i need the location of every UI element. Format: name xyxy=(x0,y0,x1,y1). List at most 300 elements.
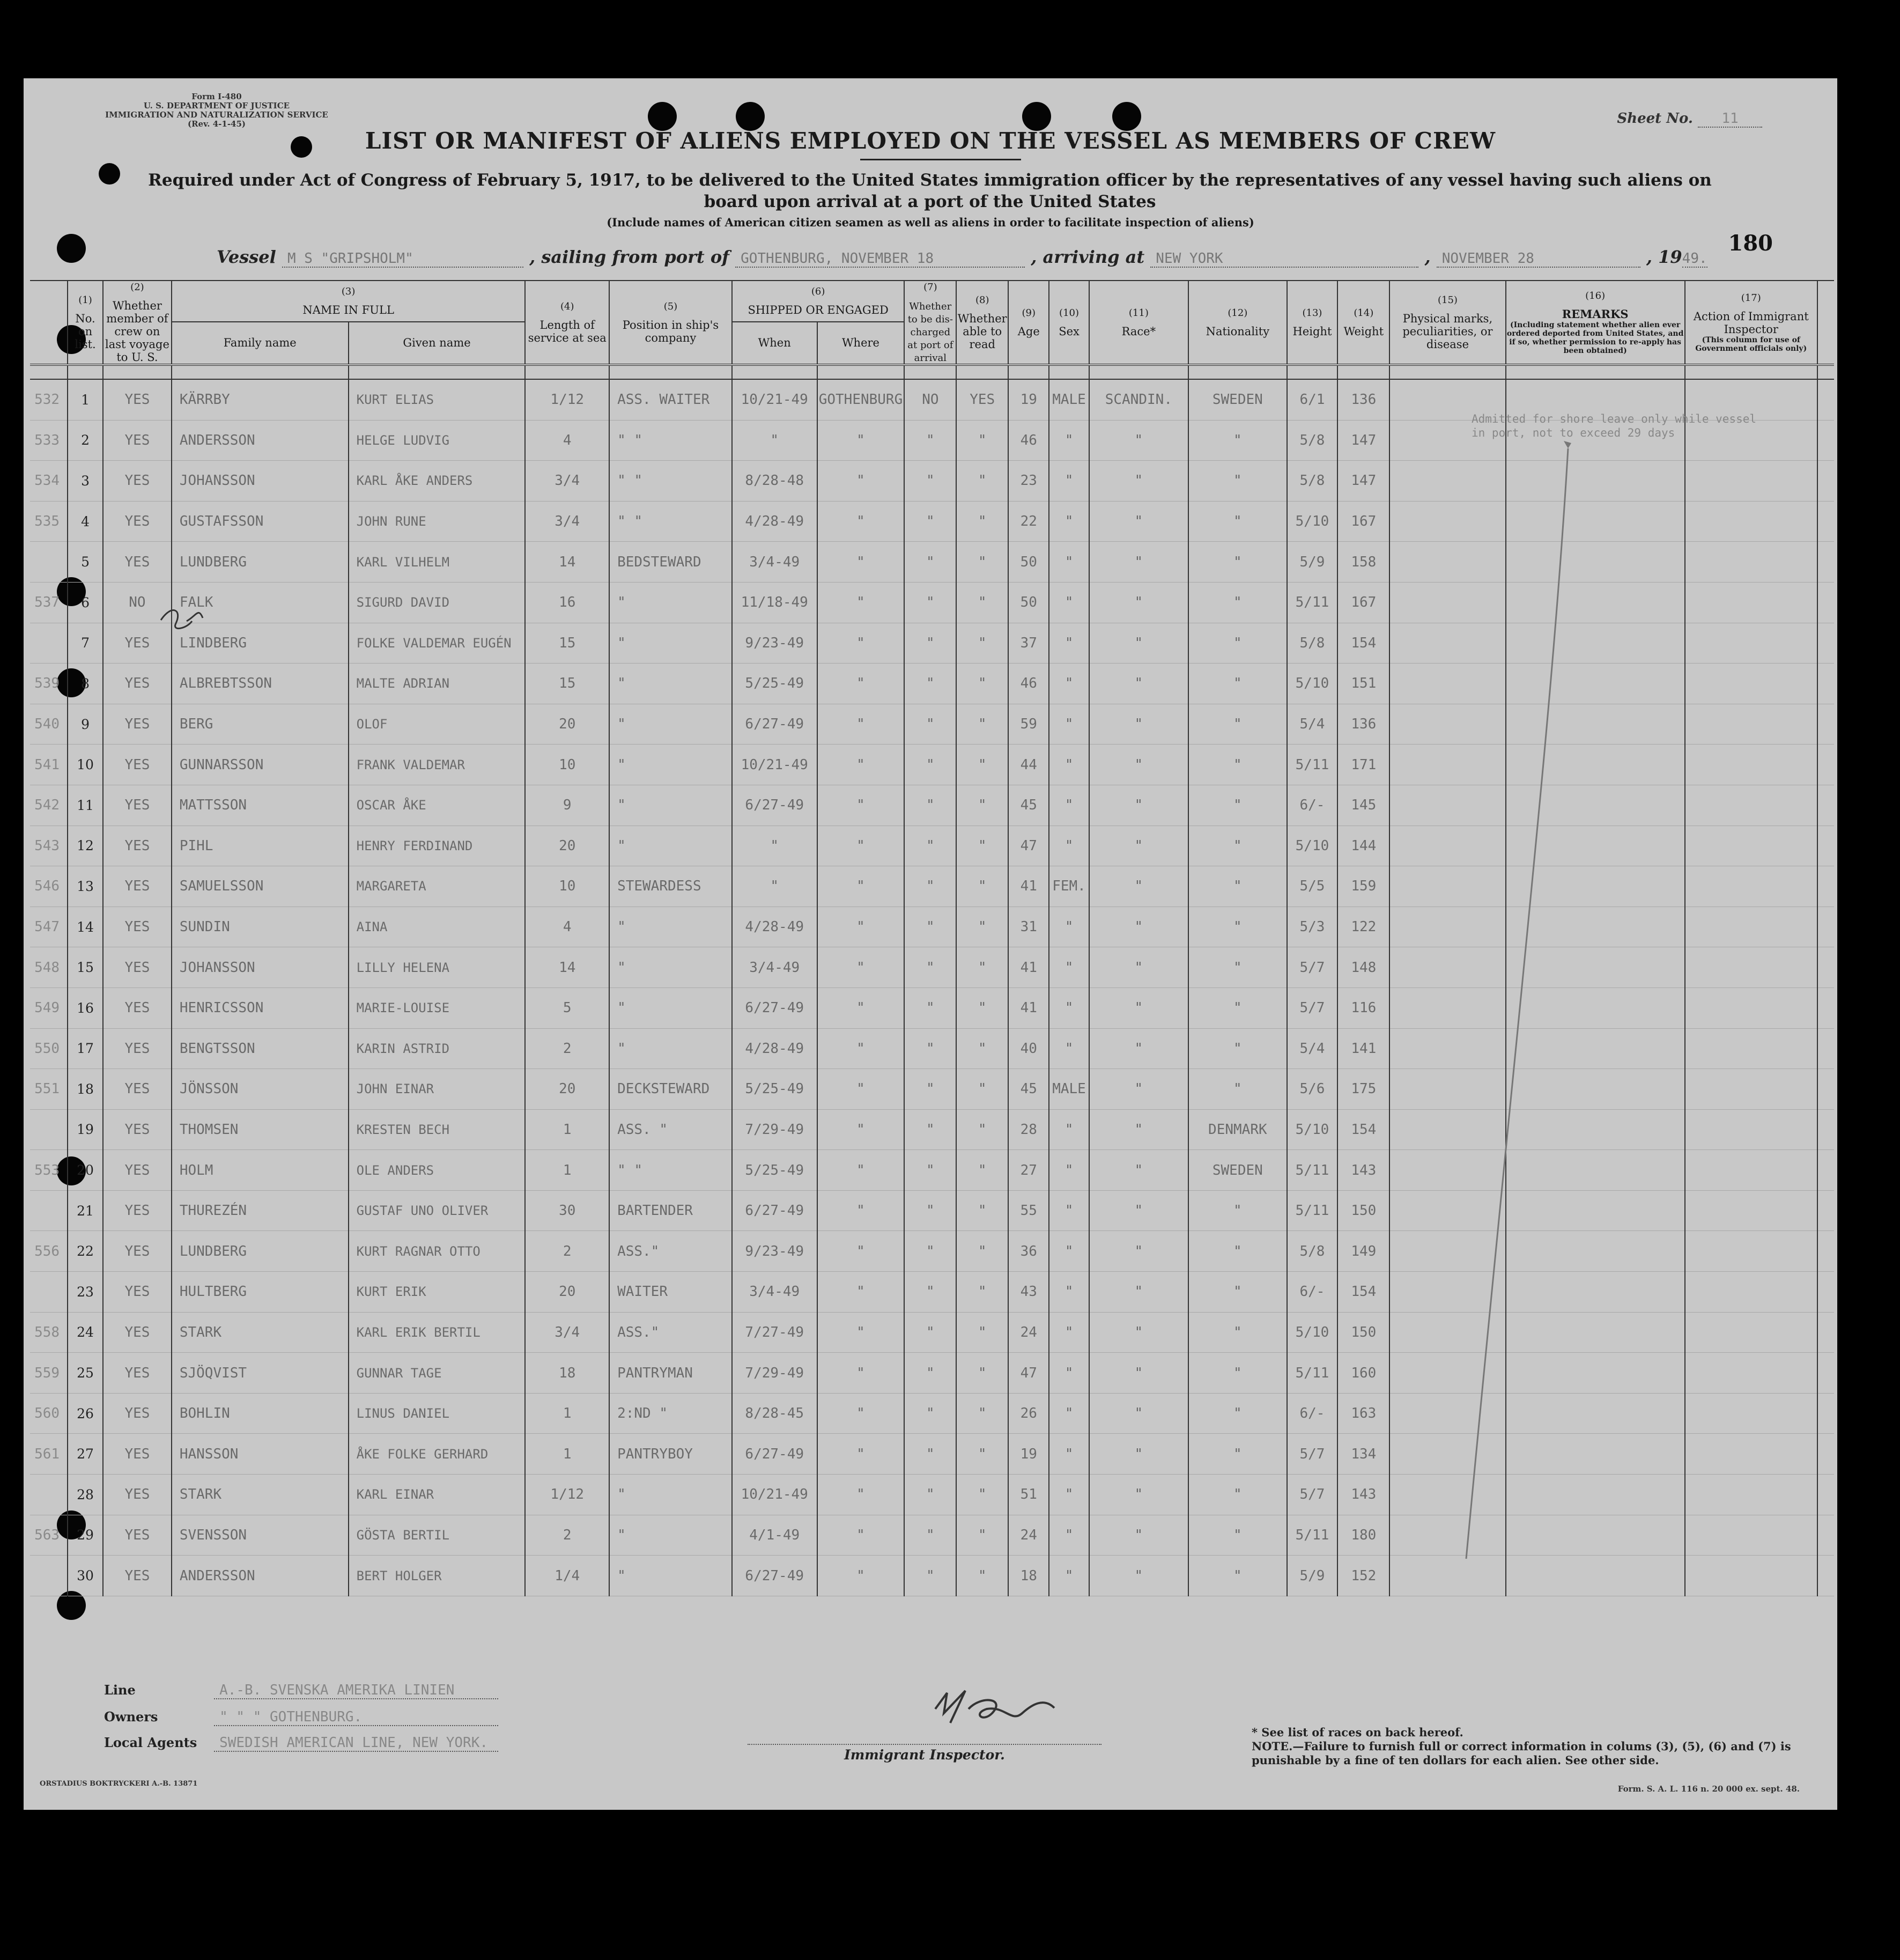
length-of-service-cell: 1 xyxy=(525,1434,609,1475)
row-number-cell: 2 xyxy=(68,420,103,461)
family-name-cell: LINDBERG xyxy=(172,623,349,664)
given-name-cell: GUSTAF UNO OLIVER xyxy=(349,1190,526,1231)
crew-last-voyage-cell: YES xyxy=(103,1190,172,1231)
discharged-cell: " xyxy=(904,1434,956,1475)
weight-cell: 116 xyxy=(1337,988,1389,1028)
remarks-note: Admitted for shore leave only while vessel in port, not to exceed 29 days xyxy=(1472,412,1757,439)
sex-cell: " xyxy=(1049,1556,1089,1596)
sex-cell: FEM. xyxy=(1049,866,1089,907)
weight-cell: 159 xyxy=(1337,866,1389,907)
able-to-read-cell: " xyxy=(956,1150,1008,1191)
punch-hole xyxy=(99,163,120,185)
table-row xyxy=(30,1434,1834,1475)
sex-cell: " xyxy=(1049,420,1089,461)
punch-hole xyxy=(736,102,765,131)
inspector-action-cell xyxy=(1685,582,1817,623)
row-margin-number-cell xyxy=(30,623,68,664)
shipped-when-cell: 3/4-49 xyxy=(732,947,817,988)
weight-cell: 152 xyxy=(1337,1556,1389,1596)
row-number-cell: 23 xyxy=(68,1272,103,1313)
col-marks-header: (15) Physical marks, peculiarities, or disease xyxy=(1389,281,1505,365)
nationality-cell: " xyxy=(1188,461,1287,502)
height-cell: 5/8 xyxy=(1287,1231,1338,1272)
agents-field xyxy=(104,1735,498,1752)
family-name-cell: FALK xyxy=(172,582,349,623)
family-name-cell: PIHL xyxy=(172,826,349,866)
height-cell: 5/10 xyxy=(1287,501,1338,542)
height-cell: 5/8 xyxy=(1287,623,1338,664)
col-nationality-header: (12) Nationality xyxy=(1188,281,1287,365)
crew-last-voyage-cell: NO xyxy=(103,582,172,623)
weight-cell: 167 xyxy=(1337,582,1389,623)
weight-cell: 147 xyxy=(1337,420,1389,461)
given-name-cell: AINA xyxy=(349,907,526,947)
shipped-when-cell: 5/25-49 xyxy=(732,1069,817,1110)
able-to-read-cell: " xyxy=(956,907,1008,947)
discharged-cell: " xyxy=(904,1353,956,1394)
remarks-cell xyxy=(1506,1272,1685,1313)
family-name-cell: MATTSSON xyxy=(172,785,349,826)
length-of-service-cell: 14 xyxy=(525,542,609,583)
weight-cell: 147 xyxy=(1337,461,1389,502)
physical-marks-cell xyxy=(1389,1069,1505,1110)
height-cell: 5/11 xyxy=(1287,582,1338,623)
sex-cell: " xyxy=(1049,623,1089,664)
position-cell: " xyxy=(609,664,732,704)
family-name-cell: SUNDIN xyxy=(172,907,349,947)
nationality-cell: " xyxy=(1188,1353,1287,1394)
remarks-cell xyxy=(1506,947,1685,988)
col-where-header: Where xyxy=(817,322,905,365)
row-number-cell: 9 xyxy=(68,704,103,745)
physical-marks-cell xyxy=(1389,745,1505,785)
race-cell: " xyxy=(1089,1475,1189,1515)
table-row xyxy=(30,542,1834,583)
position-cell: STEWARDESS xyxy=(609,866,732,907)
physical-marks-cell xyxy=(1389,947,1505,988)
age-cell: 47 xyxy=(1008,826,1049,866)
age-cell: 41 xyxy=(1008,947,1049,988)
discharged-cell: " xyxy=(904,947,956,988)
row-margin-number-cell: 539 xyxy=(30,664,68,704)
nationality-cell: " xyxy=(1188,988,1287,1028)
row-number-cell: 27 xyxy=(68,1434,103,1475)
able-to-read-cell: " xyxy=(956,542,1008,583)
age-cell: 50 xyxy=(1008,582,1049,623)
family-name-cell: JÖNSSON xyxy=(172,1069,349,1110)
height-cell: 5/5 xyxy=(1287,866,1338,907)
given-name-cell: FRANK VALDEMAR xyxy=(349,745,526,785)
physical-marks-cell xyxy=(1389,1190,1505,1231)
row-margin-number-cell xyxy=(30,1109,68,1150)
weight-cell: 134 xyxy=(1337,1434,1389,1475)
shipped-where-cell: " xyxy=(817,785,905,826)
length-of-service-cell: 15 xyxy=(525,664,609,704)
discharged-cell: " xyxy=(904,1069,956,1110)
length-of-service-cell: 30 xyxy=(525,1190,609,1231)
discharged-cell: " xyxy=(904,1231,956,1272)
remarks-cell xyxy=(1506,826,1685,866)
age-cell: 59 xyxy=(1008,704,1049,745)
row-number-cell: 17 xyxy=(68,1028,103,1069)
row-number-cell: 5 xyxy=(68,542,103,583)
age-cell: 46 xyxy=(1008,420,1049,461)
crew-last-voyage-cell: YES xyxy=(103,623,172,664)
row-number-cell: 25 xyxy=(68,1353,103,1394)
age-cell: 55 xyxy=(1008,1190,1049,1231)
row-margin-number-cell: 534 xyxy=(30,461,68,502)
remarks-cell xyxy=(1506,1109,1685,1150)
row-number-cell: 8 xyxy=(68,664,103,704)
position-cell: " xyxy=(609,1556,732,1596)
able-to-read-cell: " xyxy=(956,826,1008,866)
remarks-cell xyxy=(1506,461,1685,502)
length-of-service-cell: 10 xyxy=(525,745,609,785)
shipped-where-cell: " xyxy=(817,1150,905,1191)
nationality-cell: " xyxy=(1188,582,1287,623)
position-cell: PANTRYMAN xyxy=(609,1353,732,1394)
able-to-read-cell: " xyxy=(956,1353,1008,1394)
race-cell: " xyxy=(1089,1393,1189,1434)
table-row xyxy=(30,1393,1834,1434)
shipped-where-cell: " xyxy=(817,664,905,704)
sex-cell: " xyxy=(1049,1028,1089,1069)
position-cell: " xyxy=(609,1028,732,1069)
position-cell: BARTENDER xyxy=(609,1190,732,1231)
discharged-cell: " xyxy=(904,1272,956,1313)
weight-cell: 149 xyxy=(1337,1231,1389,1272)
title-underline xyxy=(860,159,1021,160)
discharged-cell: " xyxy=(904,907,956,947)
weight-cell: 141 xyxy=(1337,1028,1389,1069)
length-of-service-cell: 1/4 xyxy=(525,1556,609,1596)
length-of-service-cell: 5 xyxy=(525,988,609,1028)
given-name-cell: JOHN RUNE xyxy=(349,501,526,542)
printer-mark-right: Form. S. A. L. 116 n. 20 000 ex. sept. 48. xyxy=(1617,1784,1800,1794)
shipped-when-cell: 7/27-49 xyxy=(732,1312,817,1353)
given-name-cell: KARL VILHELM xyxy=(349,542,526,583)
shipped-when-cell: 4/28-49 xyxy=(732,907,817,947)
height-cell: 5/4 xyxy=(1287,704,1338,745)
remarks-cell xyxy=(1506,1190,1685,1231)
given-name-cell: LINUS DANIEL xyxy=(349,1393,526,1434)
form-revision: (Rev. 4-1-45) xyxy=(187,119,246,129)
row-margin-number-cell xyxy=(30,542,68,583)
discharged-cell: " xyxy=(904,664,956,704)
inspector-action-cell xyxy=(1685,745,1817,785)
remarks-cell xyxy=(1506,1028,1685,1069)
family-name-cell: SVENSSON xyxy=(172,1515,349,1556)
inspector-action-cell xyxy=(1685,1109,1817,1150)
family-name-cell: JOHANSSON xyxy=(172,947,349,988)
physical-marks-cell xyxy=(1389,826,1505,866)
vessel-label: Vessel xyxy=(217,247,276,267)
shipped-where-cell: " xyxy=(817,745,905,785)
col-remarks-header: (16) REMARKS (Including statement whether alien ever ordered deported from United States, and if so, whether permission to re-apply has been obtained) xyxy=(1506,281,1685,365)
family-name-cell: STARK xyxy=(172,1312,349,1353)
row-margin-number-cell xyxy=(30,1556,68,1596)
physical-marks-cell xyxy=(1389,1231,1505,1272)
length-of-service-cell: 9 xyxy=(525,785,609,826)
length-of-service-cell: 18 xyxy=(525,1353,609,1394)
position-cell: DECKSTEWARD xyxy=(609,1069,732,1110)
age-cell: 24 xyxy=(1008,1312,1049,1353)
race-cell: " xyxy=(1089,988,1189,1028)
weight-cell: 154 xyxy=(1337,1272,1389,1313)
table-row xyxy=(30,1353,1834,1394)
length-of-service-cell: 14 xyxy=(525,947,609,988)
nationality-cell: " xyxy=(1188,1515,1287,1556)
height-cell: 5/7 xyxy=(1287,1475,1338,1515)
height-cell: 6/- xyxy=(1287,785,1338,826)
physical-marks-cell xyxy=(1389,501,1505,542)
family-name-cell: BENGTSSON xyxy=(172,1028,349,1069)
physical-marks-cell xyxy=(1389,1556,1505,1596)
remarks-cell xyxy=(1506,745,1685,785)
length-of-service-cell: 4 xyxy=(525,420,609,461)
race-cell: " xyxy=(1089,1312,1189,1353)
able-to-read-cell: " xyxy=(956,664,1008,704)
inspector-action-cell xyxy=(1685,1515,1817,1556)
height-cell: 5/10 xyxy=(1287,1109,1338,1150)
physical-marks-cell xyxy=(1389,664,1505,704)
race-cell: " xyxy=(1089,745,1189,785)
position-cell: " " xyxy=(609,501,732,542)
row-margin-number-cell: 549 xyxy=(30,988,68,1028)
nationality-cell: DENMARK xyxy=(1188,1109,1287,1150)
length-of-service-cell: 20 xyxy=(525,1069,609,1110)
height-cell: 5/11 xyxy=(1287,1150,1338,1191)
physical-marks-cell xyxy=(1389,461,1505,502)
weight-cell: 171 xyxy=(1337,745,1389,785)
sex-cell: " xyxy=(1049,988,1089,1028)
shipped-where-cell: " xyxy=(817,501,905,542)
weight-cell: 167 xyxy=(1337,501,1389,542)
able-to-read-cell: " xyxy=(956,785,1008,826)
shipped-when-cell: " xyxy=(732,420,817,461)
shipped-where-cell: " xyxy=(817,1069,905,1110)
inspector-action-cell xyxy=(1685,704,1817,745)
row-margin-number-cell: 556 xyxy=(30,1231,68,1272)
crew-last-voyage-cell: YES xyxy=(103,1353,172,1394)
shipped-where-cell: " xyxy=(817,461,905,502)
race-cell: " xyxy=(1089,1272,1189,1313)
shipped-where-cell: " xyxy=(817,704,905,745)
position-cell: ASS." xyxy=(609,1312,732,1353)
remarks-cell xyxy=(1506,1353,1685,1394)
family-name-cell: SAMUELSSON xyxy=(172,866,349,907)
age-cell: 41 xyxy=(1008,866,1049,907)
discharged-cell: " xyxy=(904,420,956,461)
given-name-cell: KRESTEN BECH xyxy=(349,1109,526,1150)
inspector-action-cell xyxy=(1685,623,1817,664)
length-of-service-cell: 20 xyxy=(525,704,609,745)
crew-last-voyage-cell: YES xyxy=(103,1272,172,1313)
table-row xyxy=(30,582,1834,623)
weight-cell: 175 xyxy=(1337,1069,1389,1110)
height-cell: 5/4 xyxy=(1287,1028,1338,1069)
remarks-cell xyxy=(1506,1150,1685,1191)
row-margin-number-cell: 540 xyxy=(30,704,68,745)
weight-cell: 148 xyxy=(1337,947,1389,988)
nationality-cell: " xyxy=(1188,623,1287,664)
weight-cell: 145 xyxy=(1337,785,1389,826)
weight-cell: 143 xyxy=(1337,1475,1389,1515)
vessel-name: M S "GRIPSHOLM" xyxy=(282,250,523,268)
position-cell: " xyxy=(609,988,732,1028)
race-cell: " xyxy=(1089,1515,1189,1556)
physical-marks-cell xyxy=(1389,1028,1505,1069)
sex-cell: MALE xyxy=(1049,379,1089,420)
height-cell: 5/8 xyxy=(1287,420,1338,461)
crew-last-voyage-cell: YES xyxy=(103,1312,172,1353)
sheet-number-label: Sheet No. xyxy=(1617,110,1693,127)
inspector-action-cell xyxy=(1685,1312,1817,1353)
physical-marks-cell xyxy=(1389,1515,1505,1556)
given-name-cell: FOLKE VALDEMAR EUGÉN xyxy=(349,623,526,664)
physical-marks-cell xyxy=(1389,582,1505,623)
inspector-action-cell xyxy=(1685,785,1817,826)
agents-value: SWEDISH AMERICAN LINE, NEW YORK. xyxy=(214,1735,498,1752)
col-shipped-header: (6) SHIPPED OR ENGAGED xyxy=(732,281,905,322)
crew-last-voyage-cell: YES xyxy=(103,745,172,785)
remarks-cell xyxy=(1506,704,1685,745)
col-service-header: (4) Length of service at sea xyxy=(525,281,609,365)
shipped-where-cell: " xyxy=(817,988,905,1028)
inspector-signature-line: Immigrant Inspector. xyxy=(748,1744,1101,1763)
table-row xyxy=(30,704,1834,745)
height-cell: 5/11 xyxy=(1287,1353,1338,1394)
age-cell: 36 xyxy=(1008,1231,1049,1272)
shipped-where-cell: " xyxy=(817,1434,905,1475)
crew-last-voyage-cell: YES xyxy=(103,1231,172,1272)
weight-cell: 150 xyxy=(1337,1312,1389,1353)
physical-marks-cell xyxy=(1389,542,1505,583)
col-action-header: (17) Action of Immigrant Inspector (This column for use of Government officials only) xyxy=(1685,281,1817,365)
sex-cell: " xyxy=(1049,1434,1089,1475)
crew-last-voyage-cell: YES xyxy=(103,947,172,988)
given-name-cell: GÖSTA BERTIL xyxy=(349,1515,526,1556)
sex-cell: " xyxy=(1049,664,1089,704)
table-row xyxy=(30,1556,1834,1596)
shipped-where-cell: " xyxy=(817,907,905,947)
race-cell: " xyxy=(1089,704,1189,745)
sex-cell: " xyxy=(1049,1231,1089,1272)
sex-cell: " xyxy=(1049,907,1089,947)
row-number-cell: 29 xyxy=(68,1515,103,1556)
position-cell: " xyxy=(609,1515,732,1556)
shipped-when-cell: 3/4-49 xyxy=(732,542,817,583)
able-to-read-cell: " xyxy=(956,1231,1008,1272)
shipped-where-cell: " xyxy=(817,866,905,907)
discharged-cell: " xyxy=(904,542,956,583)
position-cell: " xyxy=(609,785,732,826)
col-position-header: (5) Position in ship's company xyxy=(609,281,732,365)
age-cell: 50 xyxy=(1008,542,1049,583)
position-cell: ASS. WAITER xyxy=(609,379,732,420)
discharged-cell: " xyxy=(904,1312,956,1353)
inspector-action-cell xyxy=(1685,664,1817,704)
sheet-number-value: 11 xyxy=(1698,110,1762,128)
sex-cell: " xyxy=(1049,704,1089,745)
remarks-cell xyxy=(1506,1069,1685,1110)
row-number-cell: 15 xyxy=(68,947,103,988)
height-cell: 5/3 xyxy=(1287,907,1338,947)
age-cell: 19 xyxy=(1008,379,1049,420)
shipped-when-cell: 7/29-49 xyxy=(732,1353,817,1394)
nationality-cell: " xyxy=(1188,785,1287,826)
row-margin-number-cell: 551 xyxy=(30,1069,68,1110)
able-to-read-cell: " xyxy=(956,623,1008,664)
nationality-cell: " xyxy=(1188,1028,1287,1069)
age-cell: 28 xyxy=(1008,1109,1049,1150)
sex-cell: MALE xyxy=(1049,1069,1089,1110)
shipped-where-cell: " xyxy=(817,542,905,583)
row-number-cell: 14 xyxy=(68,907,103,947)
row-number-cell: 6 xyxy=(68,582,103,623)
weight-cell: 136 xyxy=(1337,704,1389,745)
race-cell: " xyxy=(1089,623,1189,664)
crew-last-voyage-cell: YES xyxy=(103,907,172,947)
service-name: IMMIGRATION AND NATURALIZATION SERVICE xyxy=(105,110,328,120)
able-to-read-cell: " xyxy=(956,866,1008,907)
family-name-cell: GUSTAFSSON xyxy=(172,501,349,542)
inspector-action-cell xyxy=(1685,1150,1817,1191)
age-cell: 43 xyxy=(1008,1272,1049,1313)
position-cell: " xyxy=(609,582,732,623)
inspector-action-cell xyxy=(1685,461,1817,502)
family-name-cell: THOMSEN xyxy=(172,1109,349,1150)
table-row xyxy=(30,1069,1834,1110)
remarks-cell xyxy=(1506,623,1685,664)
shipped-when-cell: 10/21-49 xyxy=(732,745,817,785)
race-cell: " xyxy=(1089,582,1189,623)
col-name-header: (3) NAME IN FULL xyxy=(172,281,526,322)
able-to-read-cell: " xyxy=(956,1434,1008,1475)
sex-cell: " xyxy=(1049,1190,1089,1231)
punch-hole xyxy=(57,234,86,263)
nationality-cell: " xyxy=(1188,1556,1287,1596)
given-name-cell: KARL ERIK BERTIL xyxy=(349,1312,526,1353)
remarks-cell xyxy=(1506,988,1685,1028)
weight-cell: 180 xyxy=(1337,1515,1389,1556)
remarks-cell xyxy=(1506,1231,1685,1272)
nationality-cell: " xyxy=(1188,1393,1287,1434)
table-row xyxy=(30,1190,1834,1231)
family-name-cell: ANDERSSON xyxy=(172,1556,349,1596)
row-number-cell: 11 xyxy=(68,785,103,826)
given-name-cell: HELGE LUDVIG xyxy=(349,420,526,461)
shipped-when-cell: 3/4-49 xyxy=(732,1272,817,1313)
family-name-cell: LUNDBERG xyxy=(172,1231,349,1272)
physical-marks-cell xyxy=(1389,1312,1505,1353)
given-name-cell: JOHN EINAR xyxy=(349,1069,526,1110)
inspector-action-cell xyxy=(1685,501,1817,542)
family-name-cell: STARK xyxy=(172,1475,349,1515)
family-name-cell: HENRICSSON xyxy=(172,988,349,1028)
physical-marks-cell xyxy=(1389,1150,1505,1191)
shipped-when-cell: 4/1-49 xyxy=(732,1515,817,1556)
race-cell: " xyxy=(1089,1353,1189,1394)
sex-cell: " xyxy=(1049,1475,1089,1515)
remarks-cell xyxy=(1506,1434,1685,1475)
crew-last-voyage-cell: YES xyxy=(103,1028,172,1069)
shipped-when-cell: 10/21-49 xyxy=(732,379,817,420)
shipped-when-cell: 6/27-49 xyxy=(732,785,817,826)
owners-field xyxy=(104,1709,498,1726)
shipped-where-cell: " xyxy=(817,1312,905,1353)
row-number-cell: 22 xyxy=(68,1231,103,1272)
